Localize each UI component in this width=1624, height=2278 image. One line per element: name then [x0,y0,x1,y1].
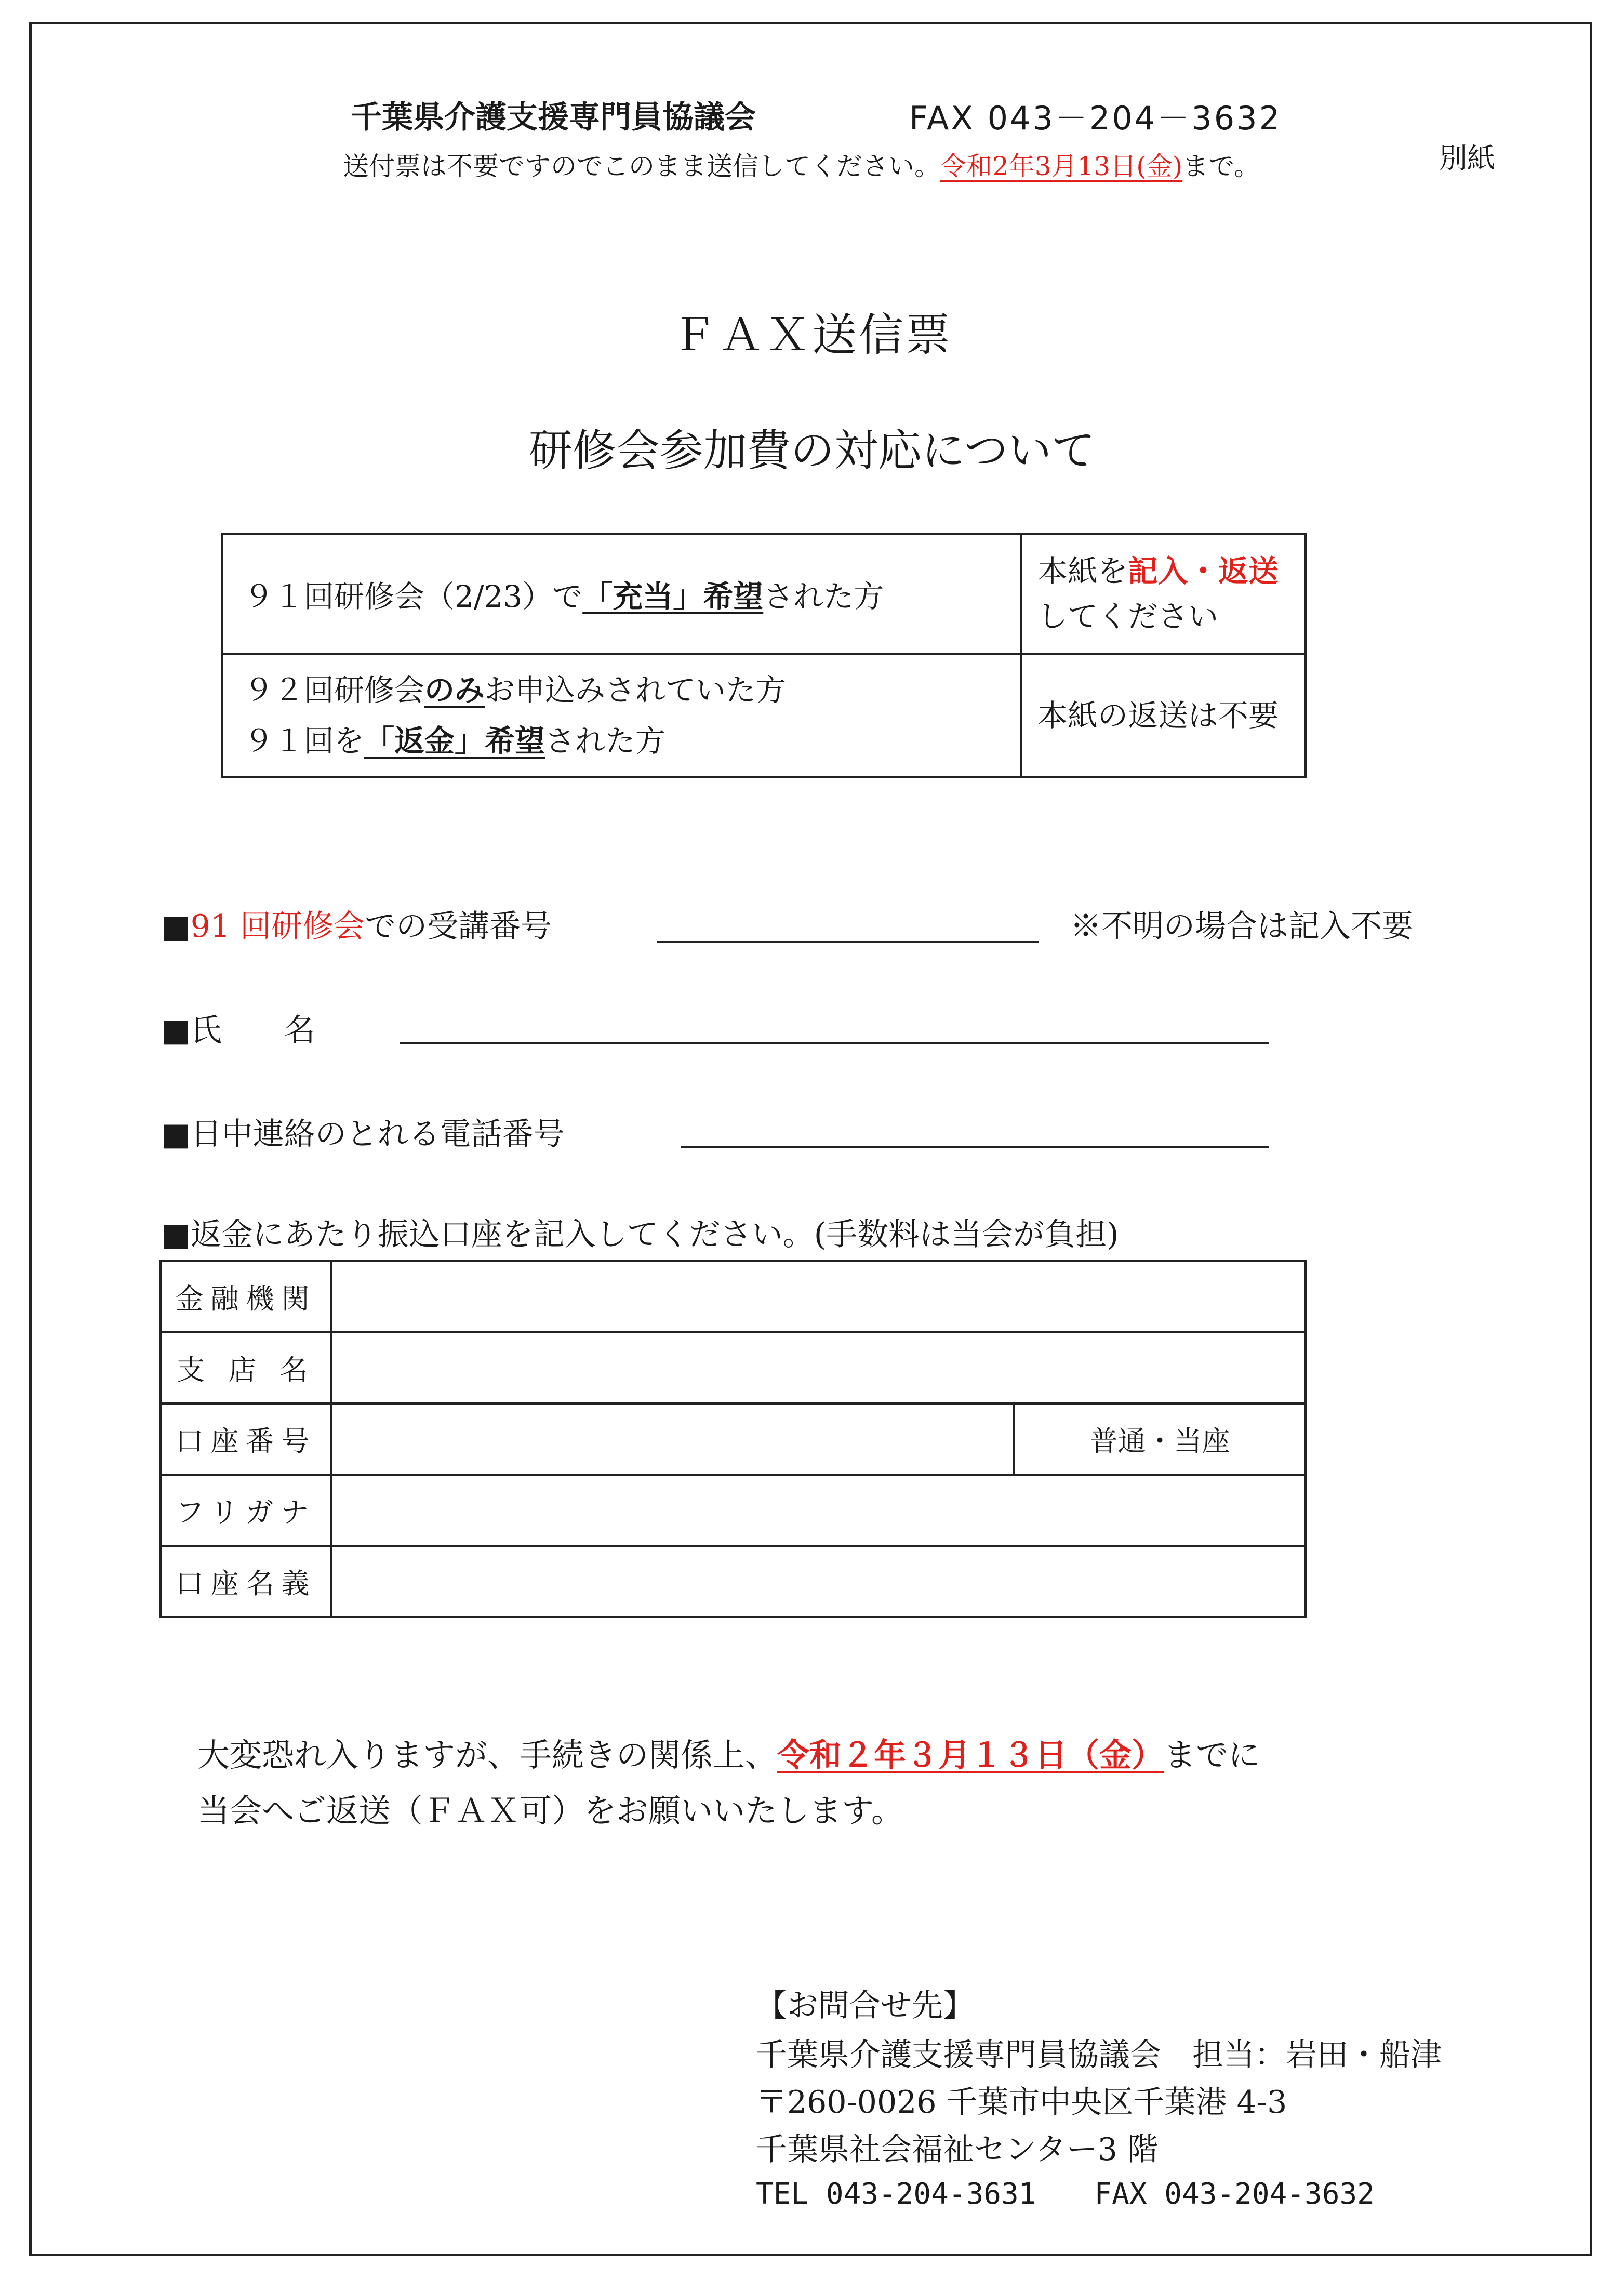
account-number-field[interactable] [331,1403,1014,1475]
bank-branch-field[interactable] [331,1332,1306,1403]
account-holder-label: 口座名義 [161,1546,331,1617]
response-condition-1 [222,534,1021,654]
closing-line-2: 当会へご返送（ＦＡＸ可）をお願いいたします。 [197,1792,904,1830]
response-condition-2 [222,654,1021,777]
row2-line2 [244,716,999,766]
furigana-field[interactable] [331,1475,1306,1546]
attendee-number-note: ※不明の場合は記入不要 [1070,908,1413,945]
row1-left-post: された方 [763,579,884,614]
row1-left-pre: ９１回研修会（2/23）で [244,579,583,614]
bank-row-institution [161,1261,1306,1332]
besshi-label: 別紙 [1439,142,1495,175]
closing-pre: 大変恐れ入りますが、手続きの関係上、 [197,1736,778,1774]
name-field[interactable] [400,1042,1269,1044]
header-note-deadline: 令和2年3月13日(金) [940,151,1183,181]
row1-right-emph: 記入・返送 [1128,553,1279,589]
row2-line2-post: された方 [545,723,666,759]
account-number-label: 口座番号 [161,1403,331,1475]
phone-field[interactable] [681,1146,1269,1148]
furigana-label: フリガナ [161,1475,331,1546]
header-note-suffix: まで。 [1182,151,1260,181]
attendee-number-label [161,902,552,946]
q1-rest: での受講番号 [365,908,552,945]
header-note-prefix: 送付票は不要ですのでこのまま送信してください。 [343,151,940,181]
account-type-choice[interactable]: 普通・当座 [1014,1403,1306,1475]
response-table [221,533,1307,778]
closing-line-1 [197,1729,1260,1776]
response-row-refund-apply [222,534,1306,654]
row2-line2-emph: 「返金」希望 [364,723,545,759]
response-row-no-return [222,654,1306,777]
header-fax: FAX 043－204－3632 [909,99,1282,137]
account-holder-field[interactable] [331,1546,1306,1617]
header-org: 千葉県介護支援専門員協議会 [351,99,756,136]
row2-line2-pre: ９１回を [244,723,365,759]
row2-line1-emph: のみ [424,672,485,708]
page-title: ＦＡＸ送信票 [672,309,952,361]
contact-phones: TEL 043-204-3631 FAX 043-204-3632 [756,2177,1375,2211]
phone-label: ■日中連絡のとれる電話番号 [161,1116,565,1153]
row1-right-pre: 本紙を [1037,553,1128,589]
closing-deadline: 令和２年３月１３日（金） [777,1736,1164,1774]
page-subtitle: 研修会参加費の対応について [528,425,1096,476]
contact-org: 千葉県介護支援専門員協議会 担当：岩田・船津 [756,2037,1442,2073]
closing-post: までに [1164,1736,1261,1774]
bank-institution-label: 金融機関 [161,1261,331,1332]
bank-branch-label: 支 店 名 [161,1332,331,1403]
contact-heading: 【お問合せ先】 [756,1988,974,2024]
contact-address: 〒260-0026 千葉市中央区千葉港 4-3 [756,2084,1287,2121]
bank-row-holder [161,1546,1306,1617]
row2-line1 [244,665,999,716]
bank-institution-field[interactable] [331,1261,1306,1332]
name-label: ■氏 名 [161,1012,315,1049]
bank-account-table [159,1260,1307,1618]
bank-account-label: ■返金にあたり振込口座を記入してください。(手数料は当会が負担) [161,1216,1119,1253]
bank-row-account-number [161,1403,1306,1475]
q1-bullet: ■ [161,908,191,945]
bank-row-furigana [161,1475,1306,1546]
header-note [343,145,1260,183]
row1-right-post: してください [1037,599,1219,634]
attendee-number-field[interactable] [657,941,1039,943]
q1-red: 91 回研修会 [190,908,365,945]
row1-left-emph: 「充当」希望 [582,579,764,614]
bank-row-branch [161,1332,1306,1403]
row2-line1-post: お申込みされていた方 [485,672,787,708]
contact-building: 千葉県社会福祉センター3 階 [756,2131,1159,2168]
response-action-2: 本紙の返送は不要 [1021,654,1306,777]
row2-line1-pre: ９２回研修会 [244,672,425,708]
response-action-1 [1021,534,1306,654]
